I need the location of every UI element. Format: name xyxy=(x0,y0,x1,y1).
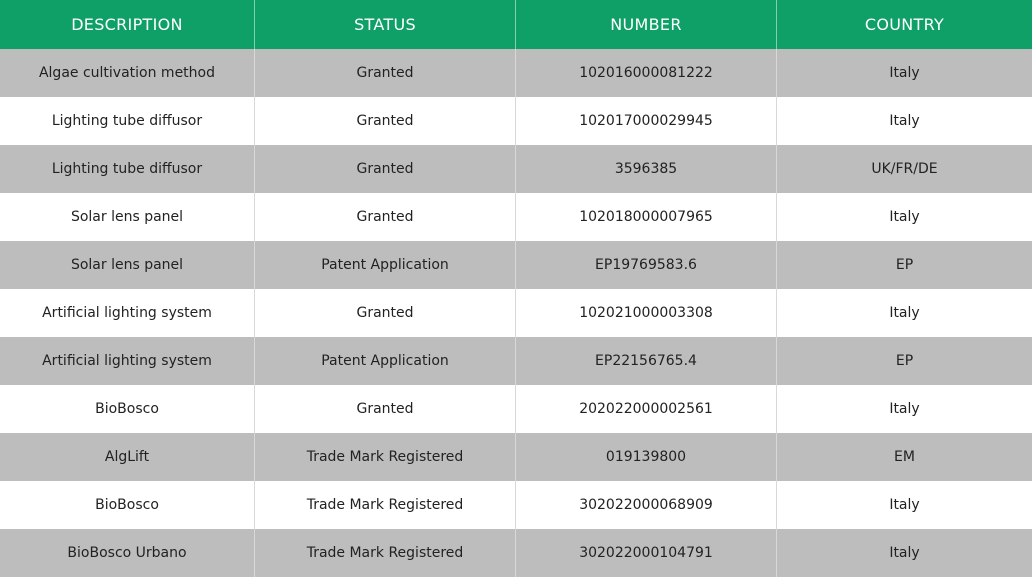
cell-status: Trade Mark Registered xyxy=(255,481,516,529)
cell-number: 102018000007965 xyxy=(516,193,777,241)
cell-description: AlgLift xyxy=(0,433,255,481)
cell-status: Granted xyxy=(255,97,516,145)
cell-description: Artificial lighting system xyxy=(0,289,255,337)
table-row xyxy=(0,193,1032,241)
cell-description: BioBosco xyxy=(0,385,255,433)
cell-status: Granted xyxy=(255,289,516,337)
cell-description: Lighting tube diffusor xyxy=(0,97,255,145)
cell-number: EP22156765.4 xyxy=(516,337,777,385)
cell-country: Italy xyxy=(889,65,920,81)
cell-status: Trade Mark Registered xyxy=(255,529,516,577)
cell-country: EP xyxy=(895,257,914,273)
cell-country: Italy xyxy=(889,545,920,561)
cell-status: Granted xyxy=(255,193,516,241)
cell-number: 102017000029945 xyxy=(516,97,777,145)
cell-status: Granted xyxy=(255,145,516,193)
table-row xyxy=(0,97,1032,145)
cell-description: Algae cultivation method xyxy=(0,49,255,97)
cell-number: 102021000003308 xyxy=(516,289,777,337)
table-row xyxy=(0,433,1032,481)
cell-number: 3596385 xyxy=(516,145,777,193)
column-header-number: NUMBER xyxy=(516,0,777,49)
cell-number: EP19769583.6 xyxy=(516,241,777,289)
cell-country: Italy xyxy=(889,401,920,417)
cell-description: Solar lens panel xyxy=(0,241,255,289)
table-row xyxy=(0,289,1032,337)
table-row xyxy=(0,481,1032,529)
cell-country: Italy xyxy=(889,113,920,129)
cell-country: Italy xyxy=(889,305,920,321)
cell-number: 102016000081222 xyxy=(516,49,777,97)
cell-status: Granted xyxy=(255,49,516,97)
cell-country: UK/FR/DE xyxy=(871,161,938,177)
column-header-description: DESCRIPTION xyxy=(0,0,255,49)
table-header xyxy=(0,0,1032,49)
table-row xyxy=(0,529,1032,577)
table-row xyxy=(0,241,1032,289)
cell-country: EM xyxy=(894,449,915,465)
cell-description: BioBosco xyxy=(0,481,255,529)
cell-number: 302022000068909 xyxy=(516,481,777,529)
cell-description: BioBosco Urbano xyxy=(0,529,255,577)
cell-description: Lighting tube diffusor xyxy=(0,145,255,193)
cell-status: Patent Application xyxy=(255,337,516,385)
table-row xyxy=(0,337,1032,385)
table-row xyxy=(0,145,1032,193)
table-row xyxy=(0,385,1032,433)
table-row xyxy=(0,49,1032,97)
column-header-status: STATUS xyxy=(255,0,516,49)
cell-status: Granted xyxy=(255,385,516,433)
cell-status: Trade Mark Registered xyxy=(255,433,516,481)
cell-number: 202022000002561 xyxy=(516,385,777,433)
cell-description: Solar lens panel xyxy=(0,193,255,241)
cell-country: Italy xyxy=(889,209,920,225)
cell-number: 019139800 xyxy=(516,433,777,481)
cell-country: EP xyxy=(895,353,914,369)
cell-country: Italy xyxy=(889,497,920,513)
column-header-country: COUNTRY xyxy=(864,15,945,34)
cell-status: Patent Application xyxy=(255,241,516,289)
cell-number: 302022000104791 xyxy=(516,529,777,577)
cell-description: Artificial lighting system xyxy=(0,337,255,385)
